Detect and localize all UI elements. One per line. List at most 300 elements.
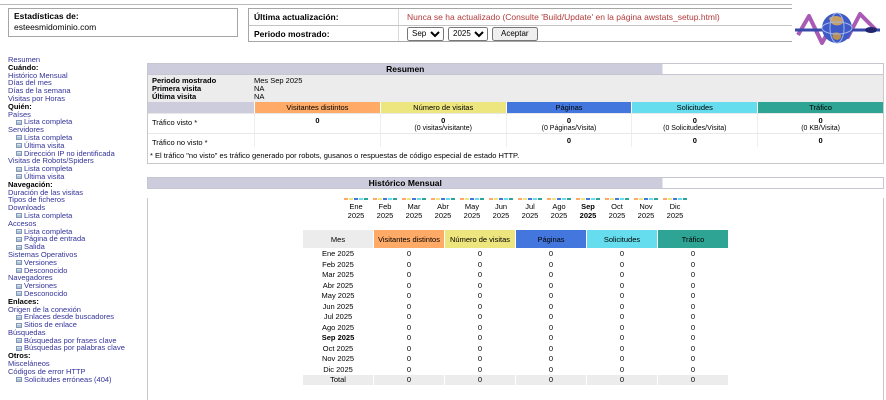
bandwidth-cell: 0 [690,249,696,259]
list-bullet-icon [16,284,22,289]
chart-month-label: Mar [407,202,421,212]
pages-bar [528,198,532,200]
hits-cell: 0 [619,301,625,311]
sidebar-item-label: Origen de la conexión [8,304,81,314]
top-divider [0,4,886,5]
monthly-table-row [303,365,728,375]
unique-visitors-cell: 0 [406,343,412,353]
zero-height-bars [429,198,458,200]
visits-cell: 0 [477,322,483,332]
list-bullet-icon [16,237,22,242]
list-bullet-icon [16,291,22,296]
monthly-table-row [303,291,728,301]
metric-header: Tráfico [758,102,883,113]
pages-cell: 0 [548,249,554,259]
seen-traffic-cell: 0 (0 KB/Visita) [757,114,883,133]
summary-info-value: NA [254,91,265,101]
unique-visitors-cell: 0 [406,312,412,322]
chart-year-label: 2025 [492,210,510,220]
summary-section [147,75,884,164]
visits-bar [581,198,585,200]
hits-cell: 0 [619,364,625,374]
hits-bar [359,198,363,200]
unique-visitors-bar [576,198,580,200]
sidebar-item-label: Países [8,109,31,119]
unique-visitors-cell: 0 [406,291,412,301]
visits-bar [523,198,527,200]
pages-cell: 0 [548,259,554,269]
chart-month-group [458,198,487,220]
bandwidth-bar [596,198,600,200]
visits-cell: 0 [477,364,483,374]
bandwidth-cell: 0 [690,333,696,343]
sidebar-item-label: Desconocido [24,288,68,298]
bandwidth-cell: 0 [690,259,696,269]
visits-cell: 0 [477,280,483,290]
pages-cell: 0 [548,354,554,364]
hits-bar [388,198,392,200]
sidebar-item-label: Días del mes [8,78,52,88]
bandwidth-bar [625,198,629,200]
unseen-traffic-label: Tráfico no visto * [152,138,208,148]
list-bullet-icon [16,213,22,218]
visits-bar [407,198,411,200]
pages-bar [673,198,677,200]
sidebar-item-label: Enlaces desde buscadores [24,312,115,322]
summary-info-row [148,93,883,101]
monthly-table-row [303,344,728,354]
bandwidth-bar [480,198,484,200]
pages-bar [644,198,648,200]
unique-visitors-cell: 0 [406,354,412,364]
month-cell: Mar 2025 [322,270,354,280]
zero-height-bars [487,198,516,200]
visits-bar [436,198,440,200]
unique-visitors-bar [460,198,464,200]
monthly-table [302,229,729,386]
col-header-bandwidth: Tráfico [658,230,728,248]
zero-height-bars [516,198,545,200]
monthly-table-row [303,302,728,312]
bandwidth-bar [509,198,513,200]
bandwidth-bar [393,198,397,200]
summary-title-bar [147,63,884,75]
sidebar-item-label: Versiones [24,257,57,267]
last-update-label: Última actualización: [249,9,399,25]
bandwidth-cell: 0 [690,322,696,332]
sidebar-item-label: Sistemas Operativos [8,249,78,259]
chart-month-group [632,198,661,220]
chart-year-label: 2025 [579,210,597,220]
monthly-table-header-row [303,230,728,248]
update-period-box [248,8,880,42]
zero-height-bars [342,198,371,200]
unique-visitors-bar [431,198,435,200]
summary-title: Resumen [386,64,425,74]
bandwidth-cell: 0 [690,354,696,364]
metric-header: Número de visitas [381,102,506,113]
last-update-value: Nunca se ha actualizado (Consulte 'Build/Update' en la página awstats_setup.html) [407,12,720,22]
sidebar-item-label: Búsquedas por palabras clave [24,343,125,353]
pages-cell: 0 [548,364,554,374]
month-cell: Nov 2025 [321,354,355,364]
period-label: Periodo mostrado: [249,26,399,41]
monthly-title-bar [147,177,884,189]
unique-visitors-bar [402,198,406,200]
unseen-traffic-row [148,133,883,147]
logo-node [865,27,877,33]
sidebar-item-label: Búsquedas por frases clave [24,335,117,345]
sidebar-nav [8,56,146,383]
hits-bar [475,198,479,200]
metric-header: Visitantes distintos [255,102,380,113]
monthly-title: Histórico Mensual [368,178,442,189]
hits-bar [649,198,653,200]
visits-cell: 0 [477,249,483,259]
hits-bar [504,198,508,200]
sidebar-item-label: Visitas de Robots/Spiders [8,156,94,166]
sidebar-item-label: Solicitudes erróneas (404) [24,374,112,384]
seen-traffic-cell: 0 (0 Solicitudes/Visita) [631,114,757,133]
hits-cell: 0 [619,259,625,269]
visits-bar [668,198,672,200]
sidebar-item-label: Última visita [24,171,65,181]
zero-height-bars [574,198,603,200]
sidebar-item-label: Lista completa [24,132,73,142]
unique-visitors-cell: 0 [406,259,412,269]
monthly-table-row [303,354,728,364]
pages-bar [354,198,358,200]
month-cell: Jun 2025 [322,301,354,311]
visits-cell: 0 [477,270,483,280]
sidebar-item-label: Última visita [24,140,65,150]
sidebar-item-label: Días de la semana [8,86,71,96]
unique-visitors-cell: 0 [406,364,412,374]
col-header-pages: Páginas [516,230,586,248]
chart-month-group [400,198,429,220]
list-bullet-icon [16,315,22,320]
monthly-table-row [303,312,728,322]
list-bullet-icon [16,377,22,382]
hits-cell: 0 [619,333,625,343]
sidebar-item[interactable] [8,376,146,384]
pages-bar [586,198,590,200]
sidebar-item-label: Sitios de enlace [24,320,77,330]
hits-bar [620,198,624,200]
sidebar-item-label: Desconocido [24,265,68,275]
sidebar-item-label: Quién: [8,101,32,111]
unseen-traffic-cell [380,134,506,147]
chart-year-label: 2025 [608,210,626,220]
bandwidth-cell: 0 [690,270,696,280]
hits-cell: 0 [619,322,625,332]
month-cell: May 2025 [321,291,355,301]
monthly-table-row [303,249,728,259]
unique-visitors-cell: 0 [406,280,412,290]
metric-header: Solicitudes [632,102,757,113]
pages-cell: 0 [548,333,554,343]
bandwidth-bar [654,198,658,200]
sidebar-item-label: Navegadores [8,273,53,283]
unseen-traffic-cell: 0 [631,134,757,147]
chart-month-group [574,198,603,220]
period-row [249,25,879,41]
sidebar-item-label: Cuándo: [8,62,39,72]
visits-bar [610,198,614,200]
visits-bar [465,198,469,200]
chart-year-label: 2025 [463,210,481,220]
monthly-bar-chart [148,198,883,220]
monthly-table-row [303,260,728,270]
summary-info-label: Periodo mostrado [152,76,217,85]
col-header-unique-visitors: Visitantes distintos [374,230,444,248]
summary-info-label: Primera visita [152,83,202,93]
last-update-row [249,9,879,25]
bandwidth-bar [364,198,368,200]
chart-month-group [342,198,371,220]
visits-cell: 0 [477,333,483,343]
visits-bar [349,198,353,200]
pages-cell: 0 [548,343,554,353]
hits-bar [417,198,421,200]
awstats-logo[interactable] [792,3,886,53]
chart-month-label: Sep [581,202,595,212]
unique-visitors-bar [663,198,667,200]
list-bullet-icon [16,135,22,140]
sidebar-item-label: Página de entrada [24,234,86,244]
chart-month-label: Dic [669,202,681,212]
unique-visitors-bar [547,198,551,200]
unique-visitors-bar [489,198,493,200]
col-header-hits: Solicitudes [587,230,657,248]
zero-height-bars [661,198,690,200]
monthly-table-row [303,270,728,280]
bandwidth-bar [567,198,571,200]
month-cell: Ago 2025 [321,322,355,332]
bandwidth-bar [538,198,542,200]
bandwidth-bar [451,198,455,200]
sidebar-item-label: Downloads [8,203,46,213]
visits-cell: 0 [477,291,483,301]
month-cell: Sep 2025 [321,333,355,343]
chart-year-label: 2025 [521,210,539,220]
zero-height-bars [603,198,632,200]
bandwidth-cell: 0 [658,375,728,385]
bandwidth-cell: 0 [690,280,696,290]
zero-height-bars [400,198,429,200]
domain-name: esteesmidominio.com [14,22,97,32]
unique-visitors-bar [518,198,522,200]
sidebar-item-label: Lista completa [24,226,73,236]
month-cell: Ene 2025 [321,249,355,259]
pages-cell: 0 [548,280,554,290]
traffic-footnote: * El tráfico "no visto" es tráfico generado por robots, gusanos o respuestas de código especial de estado HTTP. [150,151,520,161]
list-bullet-icon [16,167,22,172]
pages-bar [557,198,561,200]
year-select[interactable] [448,27,488,41]
metric-header-spacer [148,102,254,113]
chart-month-group [371,198,400,220]
list-bullet-icon [16,323,22,328]
sidebar-item-label: Misceláneos [8,359,50,369]
pages-cell: 0 [548,270,554,280]
monthly-table-row [303,281,728,291]
unique-visitors-cell: 0 [374,375,444,385]
summary-info-value: Mes Sep 2025 [254,76,303,85]
main-content [147,63,884,400]
chart-month-label: Abr [437,202,449,212]
col-header-visits: Número de visitas [445,230,515,248]
monthly-table-row [303,333,728,343]
list-bullet-icon [16,268,22,273]
summary-info-rows [148,75,883,102]
chart-year-label: 2025 [550,210,568,220]
sidebar-item-label: Navegación: [8,179,53,189]
unique-visitors-cell: 0 [406,301,412,311]
list-bullet-icon [16,229,22,234]
bandwidth-cell: 0 [690,301,696,311]
sidebar-item-label: Resumen [8,55,41,64]
bandwidth-cell: 0 [690,312,696,322]
chart-month-label: Nov [639,202,653,212]
chart-year-label: 2025 [666,210,684,220]
visits-cell: 0 [477,301,483,311]
summary-metric-headers [148,102,883,113]
list-bullet-icon [16,143,22,148]
pages-cell: 0 [548,301,554,311]
zero-height-bars [632,198,661,200]
bandwidth-cell: 0 [690,364,696,374]
chart-month-group [429,198,458,220]
sidebar-item-label: Duración de las visitas [8,187,84,197]
hits-cell: 0 [619,291,625,301]
list-bullet-icon [16,260,22,265]
bandwidth-cell: 0 [690,291,696,301]
hits-cell: 0 [619,312,625,322]
monthly-history-section [147,198,884,400]
monthly-table-row [303,323,728,333]
chart-month-label: Ago [552,202,566,212]
chart-month-label: Jun [494,202,508,212]
hits-cell: 0 [587,375,657,385]
pages-bar [499,198,503,200]
sidebar-item-label: Búsquedas [8,327,46,337]
chart-month-group [661,198,690,220]
sidebar-item-label: Otros: [8,351,31,361]
sidebar-item-label: Visitas por Horas [8,93,65,103]
visits-cell: 0 [477,259,483,269]
chart-year-label: 2025 [637,210,655,220]
pages-bar [383,198,387,200]
month-select[interactable] [407,27,444,41]
hits-cell: 0 [619,354,625,364]
pages-cell: 0 [548,322,554,332]
visits-bar [378,198,382,200]
hits-bar [562,198,566,200]
month-cell: Oct 2025 [322,343,354,353]
zero-height-bars [458,198,487,200]
chart-month-label: Oct [611,202,623,212]
stats-domain-box [8,8,238,37]
unique-visitors-cell: 0 [406,322,412,332]
list-bullet-icon [16,151,22,156]
col-header-month: Mes [303,230,373,248]
list-bullet-icon [16,174,22,179]
summary-info-label: Última visita [152,91,197,101]
list-bullet-icon [16,245,22,250]
pages-bar [615,198,619,200]
sidebar-item-label: Histórico Mensual [8,70,68,80]
zero-height-bars [545,198,574,200]
zero-height-bars [371,198,400,200]
metric-header: Páginas [507,102,632,113]
unique-visitors-bar [605,198,609,200]
visits-cell: 0 [477,343,483,353]
chart-month-label: Ene [349,202,363,212]
hits-bar [446,198,450,200]
stats-of-label: Estadísticas de: [14,11,79,21]
sidebar-item-label: Salida [24,242,45,252]
month-cell: Abr 2025 [322,280,354,290]
sidebar-item-label: Accesos [8,218,37,228]
unique-visitors-cell: 0 [406,249,412,259]
sidebar-item-label: Versiones [24,281,57,291]
pages-bar [412,198,416,200]
sidebar-item-label: Lista completa [24,210,73,220]
bandwidth-bar [683,198,687,200]
sidebar-item-label: Lista completa [24,117,73,127]
hits-cell: 0 [619,343,625,353]
chart-month-label: Jul [525,202,535,212]
pages-cell: 0 [516,375,586,385]
bandwidth-cell: 0 [690,343,696,353]
chart-month-label: May [464,202,480,212]
monthly-table-row [303,375,728,385]
hits-cell: 0 [619,270,625,280]
pages-cell: 0 [548,291,554,301]
sidebar-item-label: Códigos de error HTTP [8,366,86,376]
hits-cell: 0 [619,249,625,259]
visits-bar [552,198,556,200]
unique-visitors-cell: 0 [406,333,412,343]
bandwidth-bar [422,198,426,200]
chart-year-label: 2025 [376,210,394,220]
unique-visitors-bar [373,198,377,200]
ok-button[interactable]: Aceptar [492,27,538,41]
sidebar-item-label: Enlaces: [8,296,39,306]
hits-cell: 0 [619,280,625,290]
month-cell: Jul 2025 [323,312,353,322]
visits-bar [639,198,643,200]
unseen-traffic-cell: 0 [757,134,883,147]
chart-month-group [603,198,632,220]
month-cell: Feb 2025 [322,259,354,269]
sidebar-item-label: Servidores [8,125,44,135]
month-cell: Total [303,375,373,385]
pages-bar [470,198,474,200]
visits-cell: 0 [445,375,515,385]
pages-cell: 0 [548,312,554,322]
chart-month-group [545,198,574,220]
chart-month-group [487,198,516,220]
hits-bar [533,198,537,200]
sidebar-item-label: Dirección IP no identificada [24,148,115,158]
list-bullet-icon [16,120,22,125]
chart-year-label: 2025 [347,210,365,220]
chart-month-group [516,198,545,220]
unseen-traffic-cell [254,134,380,147]
unique-visitors-bar [344,198,348,200]
